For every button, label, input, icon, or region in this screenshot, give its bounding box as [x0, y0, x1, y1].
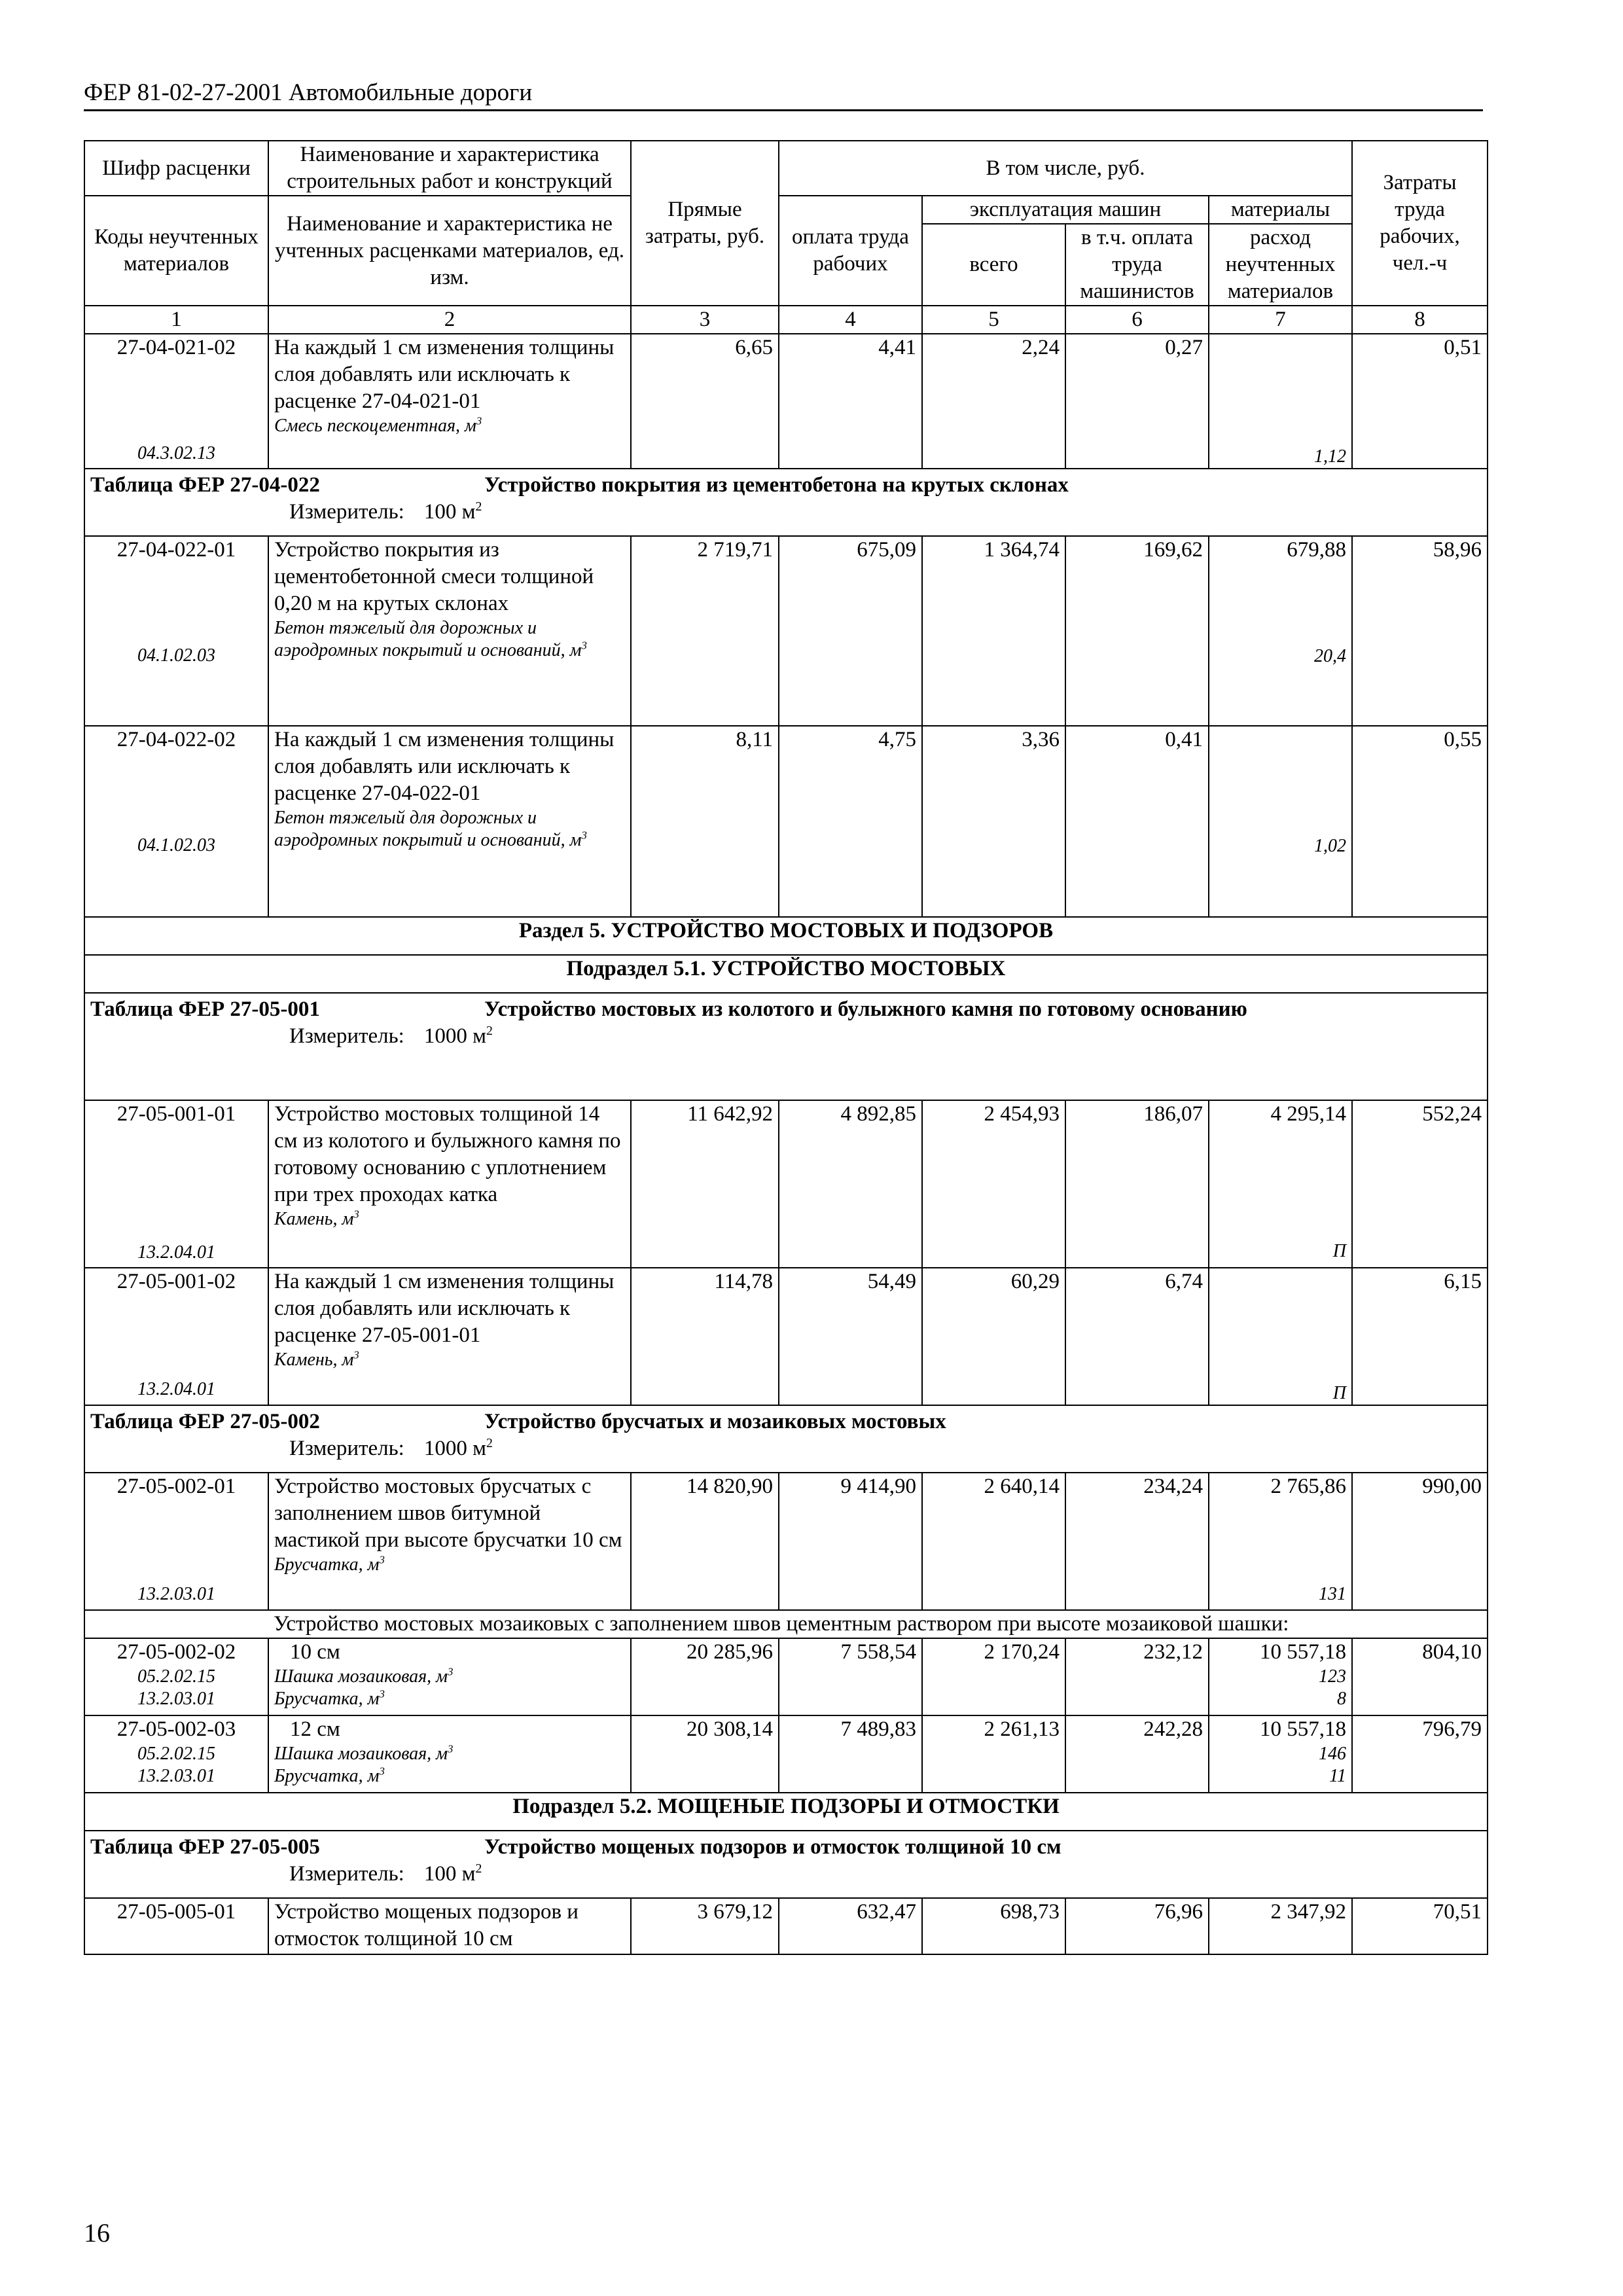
operators-pay: 242,28 — [1065, 1715, 1209, 1793]
labor-hours: 58,96 — [1352, 536, 1488, 726]
material-code: 13.2.04.01 — [137, 1242, 215, 1263]
materials-cost: 2 765,86 — [1270, 1475, 1347, 1498]
group-note: Устройство мостовых мозаиковых с заполнением швов цементным раствором при высоте мозаиковой шашки: — [268, 1610, 1488, 1638]
table-name: Устройство мостовых из колотого и булыжного камня по готовому основанию — [484, 997, 1247, 1021]
labor-hours: 0,51 — [1352, 334, 1488, 469]
note-row — [84, 1610, 1488, 1638]
labor-pay: 632,47 — [779, 1898, 922, 1954]
material-name: Камень, м — [274, 1209, 354, 1229]
header-row-1 — [84, 141, 1488, 196]
rate-code: 27-05-002-02 — [116, 1640, 236, 1664]
material-code: 13.2.03.01 — [137, 1584, 215, 1604]
col2-header-bottom: Наименование и характеристика не учтенных расценками материалов, ед. изм. — [268, 196, 631, 306]
material-name: Бетон тяжелый для дорожных и аэродромных покрытий и оснований, м — [274, 618, 582, 660]
measure-value: 1000 м — [423, 1024, 486, 1048]
work-name: Устройство мостовых брусчатых с заполнением швов битумной мастикой при высоте брусчатки 10 см — [274, 1475, 622, 1552]
labor-pay: 9 414,90 — [779, 1473, 922, 1610]
labor-hours: 6,15 — [1352, 1268, 1488, 1405]
direct-costs: 20 308,14 — [631, 1715, 779, 1793]
labor-pay: 4,75 — [779, 726, 922, 917]
subsection-title: Подраздел 5.2. МОЩЕНЫЕ ПОДЗОРЫ И ОТМОСТКИ — [84, 1793, 1488, 1831]
work-name: Устройство мощеных подзоров и отмосток толщиной 10 см — [268, 1898, 631, 1954]
material-name: Шашка мозаиковая, м — [274, 1744, 448, 1764]
material-name: Брусчатка, м — [274, 1689, 380, 1709]
table-row: 27-05-001-02 13.2.04.01 На каждый 1 см изменения толщины слоя добавлять или исключать к расценке 27-05-001-01 Камень, $м^3$ 114,78 54,49 60,29 6,74 П 6,15 — [84, 1268, 1488, 1405]
table-row: 27-04-022-02 04.1.02.03 На каждый 1 см изменения толщины слоя добавлять или исключать к расценке 27-04-022-01 Бетон тяжелый для дорожных и аэродромных покрытий и оснований, $м^3$ 8,11 4,75 3,36 0,41 1,02 0,55 — [84, 726, 1488, 917]
material-consumption: 11 — [1329, 1766, 1347, 1786]
direct-costs: 11 642,92 — [631, 1100, 779, 1268]
direct-costs: 20 285,96 — [631, 1638, 779, 1715]
machines-total: 1 364,74 — [922, 536, 1065, 726]
material-code: 05.2.02.15 — [137, 1744, 215, 1764]
material-name: Камень, м — [274, 1350, 354, 1370]
table-code: Таблица ФЕР 27-05-001 — [90, 997, 320, 1021]
labor-hours: 70,51 — [1352, 1898, 1488, 1954]
table-name: Устройство брусчатых и мозаиковых мостовых — [484, 1410, 946, 1433]
machines-total: 60,29 — [922, 1268, 1065, 1405]
col1-header-bottom: Коды неучтенных материалов — [84, 196, 268, 306]
column-number: 1 — [84, 306, 268, 334]
table-code: Таблица ФЕР 27-04-022 — [90, 473, 320, 497]
direct-costs: 8,11 — [631, 726, 779, 917]
work-name: На каждый 1 см изменения толщины слоя добавлять или исключать к расценке 27-04-022-01 — [274, 728, 615, 805]
labor-pay: 675,09 — [779, 536, 922, 726]
col7-header: расход неучтенных материалов — [1209, 224, 1352, 306]
machines-total: 698,73 — [922, 1898, 1065, 1954]
col3-header: Прямые затраты, руб. — [631, 141, 779, 306]
material-code: 13.2.04.01 — [137, 1379, 215, 1399]
rate-code: 27-05-002-03 — [116, 1717, 236, 1741]
table-row: 27-05-001-01 13.2.04.01 Устройство мостовых толщиной 14 см из колотого и булыжного камня по готовому основанию с уплотнением при трех проходах катка Камень, $м^3$ 11 642,92 4 892,85 2 454,93 186,07 4 295,14 П 552,24 — [84, 1100, 1488, 1268]
materials-cost: 4 295,14 — [1270, 1102, 1347, 1126]
table-row: 27-05-002-03 05.2.02.15 13.2.03.01 12 см Шашка мозаиковая, $м^3$ Брусчатка, $м^3$ 20 308,14 7 489,83 2 261,13 242,28 10 557,18 146 11 796,79 — [84, 1715, 1488, 1793]
measure-label: Измеритель: — [289, 500, 404, 524]
rate-code: 27-05-001-02 — [116, 1270, 236, 1293]
material-name: Брусчатка, м — [274, 1554, 380, 1575]
direct-costs: 14 820,90 — [631, 1473, 779, 1610]
direct-costs: 114,78 — [631, 1268, 779, 1405]
table-code: Таблица ФЕР 27-05-002 — [90, 1410, 320, 1433]
machines-total: 2 170,24 — [922, 1638, 1065, 1715]
col6-header: в т.ч. оплата труда машинистов — [1065, 224, 1209, 306]
table-row — [84, 1898, 1488, 1954]
materials-cost: 2 347,92 — [1209, 1898, 1352, 1954]
table-title-row: Таблица ФЕР 27-04-022 Устройство покрытия из цементобетона на крутых склонах Измеритель: 100 $м^2$ — [84, 469, 1488, 536]
material-consumption: 123 — [1319, 1666, 1347, 1687]
operators-pay: 0,41 — [1065, 726, 1209, 917]
column-number: 7 — [1209, 306, 1352, 334]
rate-code: 27-04-021-02 — [116, 336, 236, 359]
labor-pay: 4,41 — [779, 334, 922, 469]
labor-hours: 552,24 — [1352, 1100, 1488, 1268]
rate-code: 27-05-005-01 — [84, 1898, 268, 1954]
measure-label: Измеритель: — [289, 1437, 404, 1460]
material-name: Шашка мозаиковая, м — [274, 1666, 448, 1687]
subsection-row — [84, 1793, 1488, 1831]
section-title: Раздел 5. УСТРОЙСТВО МОСТОВЫХ И ПОДЗОРОВ — [84, 917, 1488, 955]
subsection-row — [84, 955, 1488, 993]
column-number: 2 — [268, 306, 631, 334]
section-row — [84, 917, 1488, 955]
labor-pay: 4 892,85 — [779, 1100, 922, 1268]
labor-hours: 0,55 — [1352, 726, 1488, 917]
labor-hours: 796,79 — [1352, 1715, 1488, 1793]
operators-pay: 186,07 — [1065, 1100, 1209, 1268]
work-name: На каждый 1 см изменения толщины слоя добавлять или исключать к расценке 27-05-001-01 — [274, 1270, 615, 1347]
column-number: 6 — [1065, 306, 1209, 334]
material-name: Смесь пескоцементная, м — [274, 416, 476, 436]
col2-header-top: Наименование и характеристика строительных работ и конструкций — [268, 141, 631, 196]
work-name: Устройство мостовых толщиной 14 см из колотого и булыжного камня по готовому основанию с уплотнением при трех проходах катка — [274, 1102, 621, 1206]
table-row: 27-05-002-01 13.2.03.01 Устройство мостовых брусчатых с заполнением швов битумной мастикой при высоте брусчатки 10 см Брусчатка, $м^3$ 14 820,90 9 414,90 2 640,14 234,24 2 765,86 131 990,00 — [84, 1473, 1488, 1610]
measure-label: Измеритель: — [289, 1862, 404, 1886]
material-consumption: П — [1332, 1383, 1347, 1403]
direct-costs: 2 719,71 — [631, 536, 779, 726]
materials-cost: 10 557,18 — [1260, 1640, 1347, 1664]
group-header: В том числе, руб. — [779, 141, 1352, 196]
materials-cost: 679,88 — [1287, 538, 1347, 562]
col5-header: всего — [922, 224, 1065, 306]
operators-pay: 0,27 — [1065, 334, 1209, 469]
labor-pay: 54,49 — [779, 1268, 922, 1405]
running-header: ФЕР 81-02-27-2001 Автомобильные дороги — [84, 79, 533, 106]
operators-pay: 76,96 — [1065, 1898, 1209, 1954]
material-code: 04.1.02.03 — [137, 835, 215, 855]
table-title-row: Таблица ФЕР 27-05-001 Устройство мостовых из колотого и булыжного камня по готовому основанию Измеритель: 1000 $м^2$ — [84, 993, 1488, 1100]
work-name: 12 см — [290, 1717, 340, 1741]
machines-total: 2 454,93 — [922, 1100, 1065, 1268]
col4-header: оплата труда рабочих — [779, 196, 922, 306]
table-code: Таблица ФЕР 27-05-005 — [90, 1835, 320, 1859]
rate-code: 27-05-002-01 — [116, 1475, 236, 1498]
table-row: 27-04-021-02 04.3.02.13 На каждый 1 см изменения толщины слоя добавлять или исключать к расценке 27-04-021-01 Смесь пескоцементная, $м^3$ 6,65 4,41 2,24 0,27 1,12 0,51 — [84, 334, 1488, 469]
page-number: 16 — [84, 2218, 110, 2248]
table-row: 27-05-002-02 05.2.02.15 13.2.03.01 10 см Шашка мозаиковая, $м^3$ Брусчатка, $м^3$ 20 285,96 7 558,54 2 170,24 232,12 10 557,18 123 8 804,10 — [84, 1638, 1488, 1715]
machines-total: 3,36 — [922, 726, 1065, 917]
rate-code: 27-04-022-02 — [116, 728, 236, 751]
material-consumption: 1,12 — [1314, 446, 1347, 467]
measure-value: 100 м — [423, 1862, 476, 1886]
operators-pay: 169,62 — [1065, 536, 1209, 726]
measure-label: Измеритель: — [289, 1024, 404, 1048]
column-number: 3 — [631, 306, 779, 334]
materials-header: материалы — [1209, 196, 1352, 224]
material-code: 04.1.02.03 — [137, 645, 215, 666]
table-name: Устройство покрытия из цементобетона на крутых склонах — [484, 473, 1069, 497]
rate-code: 27-04-022-01 — [116, 538, 236, 562]
material-consumption: 8 — [1337, 1689, 1347, 1709]
labor-hours: 990,00 — [1352, 1473, 1488, 1610]
measure-value: 100 м — [423, 500, 476, 524]
col8-header: Затраты труда рабочих, чел.-ч — [1352, 141, 1488, 306]
rate-code: 27-05-001-01 — [116, 1102, 236, 1126]
machines-total: 2,24 — [922, 334, 1065, 469]
machines-total: 2 640,14 — [922, 1473, 1065, 1610]
labor-hours: 804,10 — [1352, 1638, 1488, 1715]
table-title-row: Таблица ФЕР 27-05-005 Устройство мощеных подзоров и отмосток толщиной 10 см Измеритель: 100 $м^2$ — [84, 1831, 1488, 1898]
col1-header-top: Шифр расценки — [84, 141, 268, 196]
direct-costs: 6,65 — [631, 334, 779, 469]
measure-value: 1000 м — [423, 1437, 486, 1460]
machines-total: 2 261,13 — [922, 1715, 1065, 1793]
table-name: Устройство мощеных подзоров и отмосток толщиной 10 см — [484, 1835, 1061, 1859]
material-code: 05.2.02.15 — [137, 1666, 215, 1687]
operators-pay: 234,24 — [1065, 1473, 1209, 1610]
column-number: 4 — [779, 306, 922, 334]
header-row-2 — [84, 196, 1488, 224]
material-consumption: П — [1332, 1241, 1347, 1261]
material-name: Брусчатка, м — [274, 1766, 380, 1786]
material-name: Бетон тяжелый для дорожных и аэродромных покрытий и оснований, м — [274, 808, 582, 850]
material-code: 13.2.03.01 — [137, 1766, 215, 1786]
header-rule — [84, 109, 1483, 111]
column-number: 5 — [922, 306, 1065, 334]
material-code: 13.2.03.01 — [137, 1689, 215, 1709]
subsection-title: Подраздел 5.1. УСТРОЙСТВО МОСТОВЫХ — [84, 955, 1488, 993]
labor-pay: 7 489,83 — [779, 1715, 922, 1793]
material-consumption: 1,02 — [1314, 836, 1347, 856]
fer-table — [84, 140, 1488, 1955]
work-name: Устройство покрытия из цементобетонной смеси толщиной 0,20 м на крутых склонах — [274, 538, 594, 615]
column-numbers-row — [84, 306, 1488, 334]
materials-cost: 10 557,18 — [1260, 1717, 1347, 1741]
labor-pay: 7 558,54 — [779, 1638, 922, 1715]
machines-header: эксплуатация машин — [922, 196, 1209, 224]
work-name: 10 см — [290, 1640, 340, 1664]
table-title-row: Таблица ФЕР 27-05-002 Устройство брусчатых и мозаиковых мостовых Измеритель: 1000 $м^2$ — [84, 1405, 1488, 1473]
operators-pay: 232,12 — [1065, 1638, 1209, 1715]
table-row: 27-04-022-01 04.1.02.03 Устройство покрытия из цементобетонной смеси толщиной 0,20 м на крутых склонах Бетон тяжелый для дорожных и аэродромных покрытий и оснований, $м^3$ 2 719,71 675,09 1 364,74 169,62 679,88 20,4 58,96 — [84, 536, 1488, 726]
material-consumption: 146 — [1319, 1744, 1347, 1764]
material-code: 04.3.02.13 — [137, 443, 215, 463]
material-consumption: 20,4 — [1314, 646, 1347, 666]
material-consumption: 131 — [1319, 1584, 1347, 1604]
column-number: 8 — [1352, 306, 1488, 334]
direct-costs: 3 679,12 — [631, 1898, 779, 1954]
work-name: На каждый 1 см изменения толщины слоя добавлять или исключать к расценке 27-04-021-01 — [274, 336, 615, 413]
operators-pay: 6,74 — [1065, 1268, 1209, 1405]
